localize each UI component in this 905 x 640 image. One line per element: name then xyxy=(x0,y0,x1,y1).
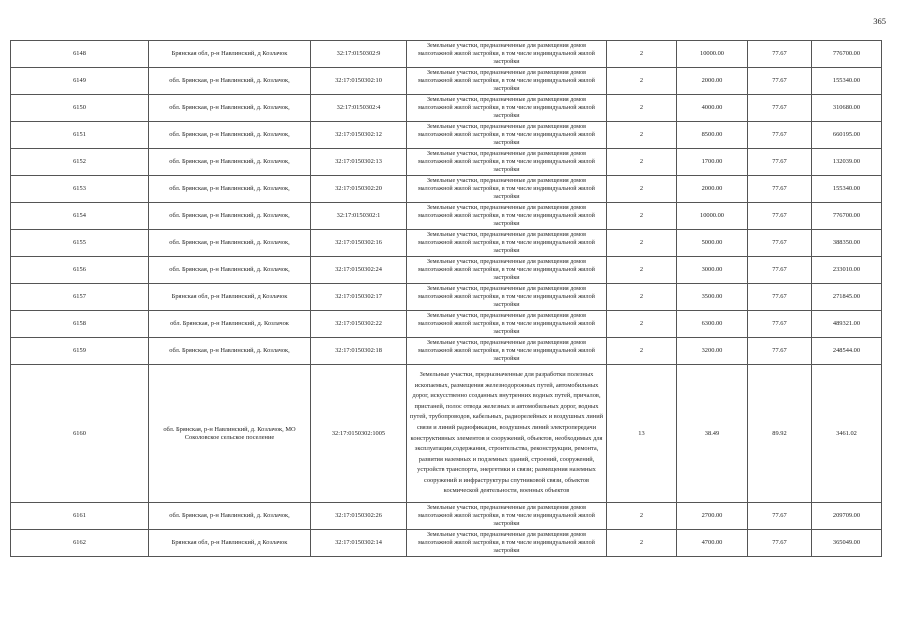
area-cell: 5000.00 xyxy=(677,230,748,257)
table-row xyxy=(11,203,882,230)
table-row xyxy=(11,311,882,338)
row-number: 6152 xyxy=(11,149,149,176)
table-row xyxy=(11,284,882,311)
row-number: 6149 xyxy=(11,68,149,95)
address-cell: Брянская обл, р-н Навлинский, д Козлачок xyxy=(149,41,311,68)
row-number: 6160 xyxy=(11,365,149,503)
land-use-cell: Земельные участки, предназначенные для размещения домов малоэтажной жилой застройки, в том числе индивидуальной жилой застройки xyxy=(407,311,607,338)
address-cell: Брянская обл, р-н Навлинский, д Козлачок xyxy=(149,284,311,311)
cadastral-value-cell: 489321.00 xyxy=(812,311,882,338)
rate-cell: 77.67 xyxy=(748,203,812,230)
cadastral-number-cell: 32:17:0150302:24 xyxy=(311,257,407,284)
address-cell: обл. Брянская, р-н Навлинский, д. Козлачок, xyxy=(149,122,311,149)
group-cell: 2 xyxy=(607,149,677,176)
table-row xyxy=(11,503,882,530)
group-cell: 2 xyxy=(607,257,677,284)
page-number: 365 xyxy=(873,16,886,26)
rate-cell: 77.67 xyxy=(748,41,812,68)
area-cell: 2000.00 xyxy=(677,68,748,95)
group-cell: 2 xyxy=(607,122,677,149)
cadastral-number-cell: 32:17:0150302:12 xyxy=(311,122,407,149)
address-cell: обл. Брянская, р-н Навлинский, д. Козлачок, xyxy=(149,257,311,284)
rate-cell: 77.67 xyxy=(748,284,812,311)
cadastral-value-cell: 3461.02 xyxy=(812,365,882,503)
rate-cell: 77.67 xyxy=(748,230,812,257)
cadastral-value-cell: 155340.00 xyxy=(812,176,882,203)
cadastral-value-cell: 660195.00 xyxy=(812,122,882,149)
cadastral-value-cell: 776700.00 xyxy=(812,41,882,68)
address-cell: обл. Брянская, р-н Навлинский, д. Козлачок, xyxy=(149,203,311,230)
table-row xyxy=(11,365,882,503)
cadastral-value-cell: 388350.00 xyxy=(812,230,882,257)
table-row xyxy=(11,257,882,284)
table-row xyxy=(11,68,882,95)
cadastral-number-cell: 32:17:0150302:18 xyxy=(311,338,407,365)
cadastral-number-cell: 32:17:0150302:1 xyxy=(311,203,407,230)
group-cell: 2 xyxy=(607,95,677,122)
cadastral-value-cell: 248544.00 xyxy=(812,338,882,365)
cadastral-value-cell: 310680.00 xyxy=(812,95,882,122)
area-cell: 10000.00 xyxy=(677,203,748,230)
land-use-cell: Земельные участки, предназначенные для разработки полезных ископаемых, размещения железнодорожных путей, автомобильных дорог, искусственно созданных внутренних водных путей, причалов, пристаней, полос отвода железных и автомобильных дорог, водных путей, трубопроводов, кабельных, радиорелейных и воздушных линий связи и линий радиофикации, воздушных линий электропередачи конструктивных элементов и сооружений, объектов, необходимых для эксплуатации,содержания, строительства, реконструкции, ремонта, развития наземных и подземных зданий, строений, сооружений, устройств транспорта, энергетики и связи; размещения наземных сооружений и инфраструктуры спутниковой связи, объектов космической деятельности, военных объектов xyxy=(407,365,607,503)
land-use-cell: Земельные участки, предназначенные для размещения домов малоэтажной жилой застройки, в том числе индивидуальной жилой застройки xyxy=(407,68,607,95)
area-cell: 2700.00 xyxy=(677,503,748,530)
rate-cell: 89.92 xyxy=(748,365,812,503)
table-row xyxy=(11,176,882,203)
land-use-cell: Земельные участки, предназначенные для размещения домов малоэтажной жилой застройки, в том числе индивидуальной жилой застройки xyxy=(407,95,607,122)
group-cell: 2 xyxy=(607,68,677,95)
cadastral-number-cell: 32:17:0150302:10 xyxy=(311,68,407,95)
address-cell: обл. Брянская, р-н Навлинский, д. Козлачок, xyxy=(149,230,311,257)
area-cell: 10000.00 xyxy=(677,41,748,68)
address-cell: обл. Брянская, р-н Навлинский, д. Козлачок xyxy=(149,311,311,338)
group-cell: 2 xyxy=(607,530,677,557)
group-cell: 2 xyxy=(607,338,677,365)
group-cell: 2 xyxy=(607,311,677,338)
area-cell: 3000.00 xyxy=(677,257,748,284)
land-use-cell: Земельные участки, предназначенные для размещения домов малоэтажной жилой застройки, в том числе индивидуальной жилой застройки xyxy=(407,149,607,176)
cadastral-number-cell: 32:17:0150302:26 xyxy=(311,503,407,530)
rate-cell: 77.67 xyxy=(748,122,812,149)
row-number: 6148 xyxy=(11,41,149,68)
row-number: 6154 xyxy=(11,203,149,230)
rate-cell: 77.67 xyxy=(748,530,812,557)
cadastral-value-cell: 271845.00 xyxy=(812,284,882,311)
cadastral-number-cell: 32:17:0150302:14 xyxy=(311,530,407,557)
area-cell: 1700.00 xyxy=(677,149,748,176)
area-cell: 6300.00 xyxy=(677,311,748,338)
row-number: 6156 xyxy=(11,257,149,284)
land-use-cell: Земельные участки, предназначенные для размещения домов малоэтажной жилой застройки, в том числе индивидуальной жилой застройки xyxy=(407,503,607,530)
cadastral-number-cell: 32:17:0150302:13 xyxy=(311,149,407,176)
cadastral-value-cell: 776700.00 xyxy=(812,203,882,230)
row-number: 6157 xyxy=(11,284,149,311)
land-use-cell: Земельные участки, предназначенные для размещения домов малоэтажной жилой застройки, в том числе индивидуальной жилой застройки xyxy=(407,530,607,557)
row-number: 6161 xyxy=(11,503,149,530)
cadastral-number-cell: 32:17:0150302:16 xyxy=(311,230,407,257)
table-row xyxy=(11,95,882,122)
area-cell: 2000.00 xyxy=(677,176,748,203)
rate-cell: 77.67 xyxy=(748,95,812,122)
table-row xyxy=(11,41,882,68)
area-cell: 4700.00 xyxy=(677,530,748,557)
land-use-cell: Земельные участки, предназначенные для размещения домов малоэтажной жилой застройки, в том числе индивидуальной жилой застройки xyxy=(407,257,607,284)
land-use-cell: Земельные участки, предназначенные для размещения домов малоэтажной жилой застройки, в том числе индивидуальной жилой застройки xyxy=(407,41,607,68)
rate-cell: 77.67 xyxy=(748,311,812,338)
rate-cell: 77.67 xyxy=(748,176,812,203)
address-cell: обл. Брянская, р-н Навлинский, д. Козлачок, xyxy=(149,176,311,203)
rate-cell: 77.67 xyxy=(748,149,812,176)
row-number: 6150 xyxy=(11,95,149,122)
cadastral-number-cell: 32:17:0150302:1005 xyxy=(311,365,407,503)
group-cell: 2 xyxy=(607,41,677,68)
rate-cell: 77.67 xyxy=(748,338,812,365)
cadastral-number-cell: 32:17:0150302:17 xyxy=(311,284,407,311)
cadastral-value-cell: 233010.00 xyxy=(812,257,882,284)
address-cell: обл. Брянская, р-н Навлинский, д. Козлачок, xyxy=(149,95,311,122)
land-use-cell: Земельные участки, предназначенные для размещения домов малоэтажной жилой застройки, в том числе индивидуальной жилой застройки xyxy=(407,122,607,149)
area-cell: 8500.00 xyxy=(677,122,748,149)
land-use-cell: Земельные участки, предназначенные для размещения домов малоэтажной жилой застройки, в том числе индивидуальной жилой застройки xyxy=(407,284,607,311)
table-row xyxy=(11,530,882,557)
address-cell: обл. Брянская, р-н Навлинский, д. Козлачок, xyxy=(149,503,311,530)
area-cell: 3500.00 xyxy=(677,284,748,311)
address-cell: обл. Брянская, р-н Навлинский, д. Козлачок, МО Соколовское сельское поселение xyxy=(149,365,311,503)
group-cell: 13 xyxy=(607,365,677,503)
row-number: 6153 xyxy=(11,176,149,203)
cadastral-number-cell: 32:17:0150302:9 xyxy=(311,41,407,68)
cadastral-value-cell: 155340.00 xyxy=(812,68,882,95)
land-use-cell: Земельные участки, предназначенные для размещения домов малоэтажной жилой застройки, в том числе индивидуальной жилой застройки xyxy=(407,338,607,365)
land-use-cell: Земельные участки, предназначенные для размещения домов малоэтажной жилой застройки, в том числе индивидуальной жилой застройки xyxy=(407,203,607,230)
rate-cell: 77.67 xyxy=(748,257,812,284)
address-cell: Брянская обл, р-н Навлинский, д Козлачок xyxy=(149,530,311,557)
area-cell: 3200.00 xyxy=(677,338,748,365)
row-number: 6155 xyxy=(11,230,149,257)
area-cell: 38.49 xyxy=(677,365,748,503)
address-cell: обл. Брянская, р-н Навлинский, д. Козлачок, xyxy=(149,68,311,95)
rate-cell: 77.67 xyxy=(748,68,812,95)
land-use-cell: Земельные участки, предназначенные для размещения домов малоэтажной жилой застройки, в том числе индивидуальной жилой застройки xyxy=(407,176,607,203)
land-use-cell: Земельные участки, предназначенные для размещения домов малоэтажной жилой застройки, в том числе индивидуальной жилой застройки xyxy=(407,230,607,257)
group-cell: 2 xyxy=(607,503,677,530)
cadastral-number-cell: 32:17:0150302:4 xyxy=(311,95,407,122)
group-cell: 2 xyxy=(607,284,677,311)
group-cell: 2 xyxy=(607,203,677,230)
area-cell: 4000.00 xyxy=(677,95,748,122)
row-number: 6159 xyxy=(11,338,149,365)
table-row xyxy=(11,230,882,257)
rate-cell: 77.67 xyxy=(748,503,812,530)
cadastral-registry-table xyxy=(10,40,882,557)
row-number: 6158 xyxy=(11,311,149,338)
table-row xyxy=(11,338,882,365)
group-cell: 2 xyxy=(607,176,677,203)
table-row xyxy=(11,149,882,176)
cadastral-number-cell: 32:17:0150302:20 xyxy=(311,176,407,203)
row-number: 6162 xyxy=(11,530,149,557)
cadastral-value-cell: 132039.00 xyxy=(812,149,882,176)
table-row xyxy=(11,122,882,149)
cadastral-value-cell: 209709.00 xyxy=(812,503,882,530)
row-number: 6151 xyxy=(11,122,149,149)
cadastral-value-cell: 365049.00 xyxy=(812,530,882,557)
address-cell: обл. Брянская, р-н Навлинский, д. Козлачок, xyxy=(149,338,311,365)
cadastral-number-cell: 32:17:0150302:22 xyxy=(311,311,407,338)
address-cell: обл. Брянская, р-н Навлинский, д. Козлачок, xyxy=(149,149,311,176)
group-cell: 2 xyxy=(607,230,677,257)
